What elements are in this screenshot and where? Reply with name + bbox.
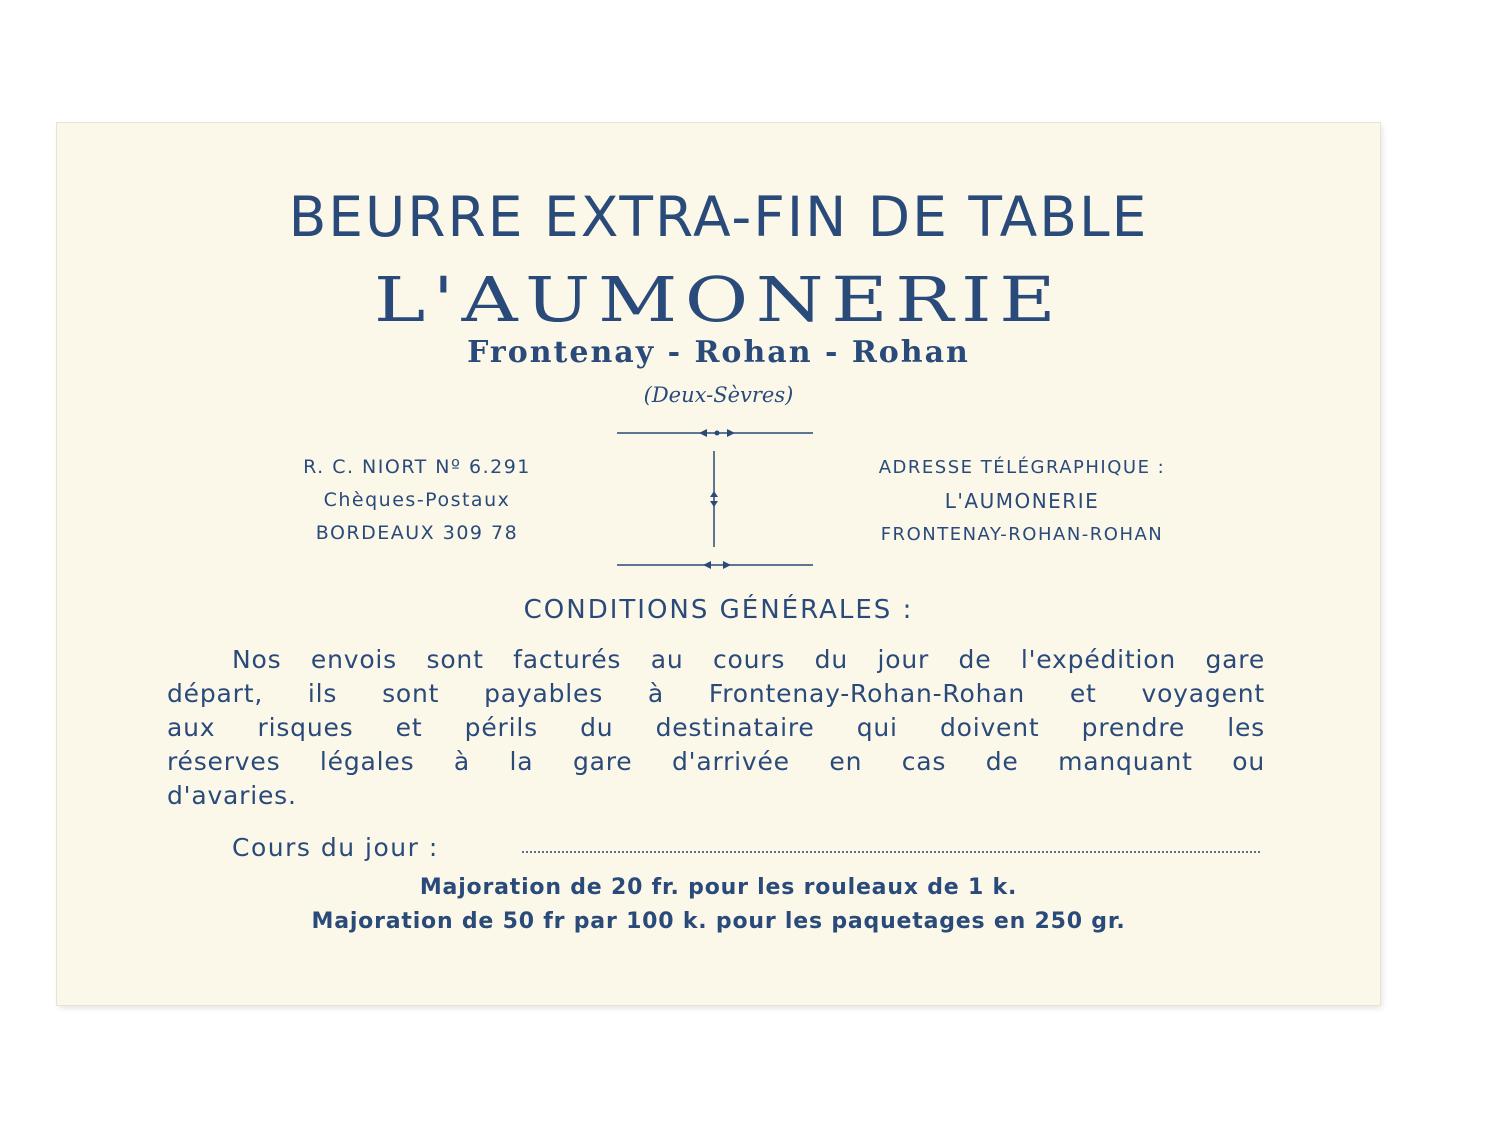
registration-line-3: BORDEAUX 309 78	[315, 522, 519, 544]
conditions-line: Nos envois sont facturés au cours du jour de l'expédition gare	[232, 645, 1265, 674]
majoration-line-1: Majoration de 20 fr. pour les rouleaux de 1 k.	[419, 875, 1018, 900]
conditions-line: réserves légales à la gare d'arrivée en cas de manquant ou	[167, 747, 1265, 776]
telegraph-line-2: L'AUMONERIE	[944, 489, 1100, 513]
conditions-paragraph	[167, 643, 1265, 813]
price-card	[57, 123, 1380, 1005]
brand-name: L'AUMONERIE	[373, 263, 1064, 336]
registration-line-2: Chèques-Postaux	[323, 489, 511, 511]
telegraph-line-1: ADRESSE TÉLÉGRAPHIQUE :	[878, 457, 1166, 478]
card-title: BEURRE EXTRA-FIN DE TABLE	[288, 185, 1149, 249]
conditions-line: d'avaries.	[167, 781, 297, 810]
department-name: (Deux-Sèvres)	[643, 383, 794, 407]
cours-du-jour-field	[522, 851, 1260, 853]
telegraph-line-3: FRONTENAY-ROHAN-ROHAN	[880, 524, 1164, 545]
conditions-heading: CONDITIONS GÉNÉRALES :	[523, 595, 914, 625]
ornament-top-icon	[617, 427, 817, 439]
majoration-line-2: Majoration de 50 fr par 100 k. pour les paquetages en 250 gr.	[311, 909, 1126, 934]
ornament-bottom-icon	[617, 559, 817, 571]
town-name: Frontenay - Rohan - Rohan	[467, 335, 970, 370]
conditions-line: aux risques et périls du destinataire qui doivent prendre les	[167, 713, 1265, 742]
cours-du-jour-label: Cours du jour :	[232, 833, 439, 862]
ornament-vertical-icon	[707, 451, 721, 551]
conditions-line: départ, ils sont payables à Frontenay-Rohan-Rohan et voyagent	[167, 679, 1265, 708]
registration-line-1: R. C. NIORT Nº 6.291	[303, 456, 531, 478]
